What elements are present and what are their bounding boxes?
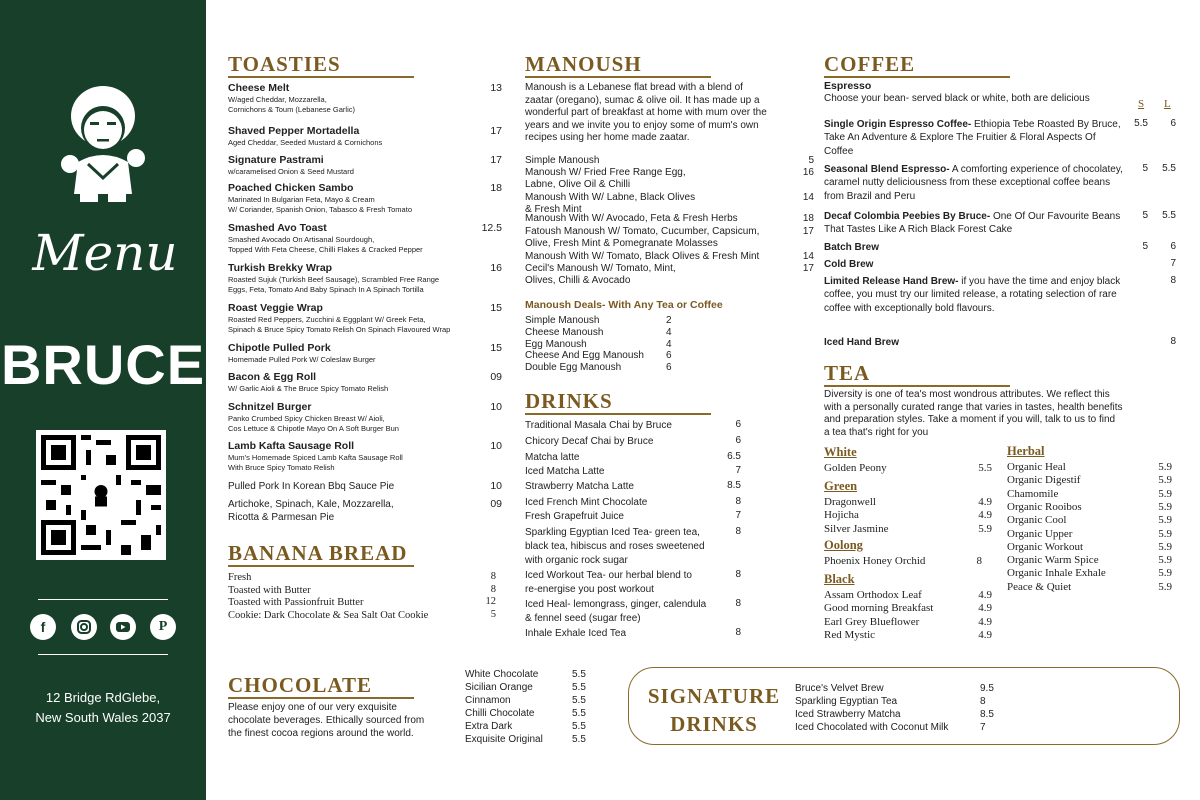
- signature-title-line-2: DRINKS: [670, 712, 758, 736]
- drink-name: Sparkling Egyptian Iced Tea- green tea, black tea, hibiscus and roses sweetened with organic rock sugar: [525, 527, 705, 566]
- address: [0, 688, 206, 728]
- espresso-description: Choose your bean- served black or white, both are delicious: [824, 93, 1090, 104]
- tea-name: Organic Upper: [1007, 527, 1073, 540]
- coffee-item: [824, 275, 1124, 315]
- toastie-name: Smashed Avo Toast: [228, 222, 327, 234]
- drink-name: Matcha latte: [525, 452, 580, 463]
- manoush-item-name: Manoush W/ Fried Free Range Egg, Labne, Olive Oil & Chilli: [525, 167, 686, 190]
- chocolate-item-name: Extra Dark: [465, 721, 513, 732]
- drinks-heading: DRINKS: [525, 389, 613, 413]
- drink-price: 6.5: [727, 451, 741, 462]
- tea-price: 5.9: [1158, 487, 1172, 500]
- manoush-description: Manoush is a Lebanese flat bread with a blend of zaatar (oregano), sumac & olive oil. It has made up a wonderful part of breakfast at home with mum over the years and we invite you to enjoy some of mum's own recipes using her home made zaatar.: [525, 82, 767, 143]
- drink-name: Iced Heal- lemongrass, ginger, calendula & fennel seed (sugar free): [525, 599, 707, 624]
- tea-price: 4.9: [978, 602, 992, 615]
- coffee-price-large: 8: [1170, 336, 1176, 347]
- tea-price: 5.9: [1158, 500, 1172, 513]
- deal-price: 6: [666, 350, 672, 362]
- toastie-name: Poached Chicken Sambo: [228, 182, 354, 194]
- toastie-price: 09: [490, 371, 502, 383]
- size-large-label: L: [1164, 98, 1171, 110]
- chocolate-item-price: 5.5: [572, 695, 586, 706]
- coffee-price-small: 5: [1142, 241, 1148, 252]
- deal-name: Cheese And Egg Manoush: [525, 350, 644, 362]
- drink-price: 8: [735, 496, 741, 507]
- tea-heading: TEA: [824, 361, 871, 385]
- coffee-item-description: A comforting experience of chocolatey, caramel nutty deliciousness from these exceptional coffee beans from Brazil and Peru: [824, 164, 1123, 202]
- drink-price: 6: [735, 419, 741, 430]
- drink-name: Iced French Mint Chocolate: [525, 497, 648, 508]
- drink-name: Chicory Decaf Chai by Bruce: [525, 436, 654, 447]
- drink-name: Iced Matcha Latte: [525, 466, 605, 477]
- coffee-price-small: 5: [1142, 210, 1148, 221]
- tea-description: Diversity is one of tea's most wondrous attributes. We reflect this with a personally curated range that varies in tastes, health benefits and preparation styles. Take a moment if you will, talk to us to find a tea that's right for you: [824, 389, 1123, 438]
- toastie-name: Chipotle Pulled Pork: [228, 342, 331, 354]
- toastie-description: Roasted Sujuk (Turkish Beef Sausage), Scrambled Free Range Eggs, Feta, Tomato And Baby Spinach In A Spinach Tortilla: [228, 275, 440, 294]
- toastie-description: Aged Cheddar, Seeded Mustard & Cornichons: [228, 138, 383, 147]
- tea-price: 5.9: [1158, 567, 1172, 580]
- coffee-price-large: 7: [1170, 258, 1176, 269]
- coffee-rule: [824, 76, 1010, 78]
- address-line-2: New South Wales 2037: [35, 710, 171, 725]
- tea-name: Silver Jasmine: [824, 522, 889, 535]
- tea-name: Organic Rooibos: [1007, 500, 1082, 513]
- pie-name: Artichoke, Spinach, Kale, Mozzarella, Ricotta & Parmesan Pie: [228, 499, 394, 523]
- toastie-name: Roast Veggie Wrap: [228, 302, 323, 314]
- chocolate-item-price: 5.5: [572, 734, 586, 745]
- coffee-price-large: 6: [1170, 241, 1176, 252]
- address-line-1: 12 Bridge RdGlebe,: [45, 690, 161, 705]
- drink-price: 8: [735, 569, 741, 580]
- menu-script-title: Menu: [32, 224, 178, 282]
- pinterest-icon[interactable]: P: [150, 614, 176, 640]
- tea-name: Organic Workout: [1007, 540, 1084, 553]
- deal-price: 4: [666, 326, 672, 338]
- tea-name: Chamomile: [1007, 487, 1059, 500]
- manoush-item-name: Fatoush Manoush W/ Tomato, Cucumber, Capsicum, Olive, Fresh Mint & Pomegranate Molasses: [525, 226, 760, 249]
- chocolate-description: Please enjoy one of our very exquisite chocolate beverages. Ethically sourced from the finest cocoa regions around the world.: [228, 702, 425, 739]
- chocolate-item-price: 5.5: [572, 682, 586, 693]
- tea-price: 4.9: [978, 496, 992, 508]
- tea-price: 8: [976, 555, 982, 567]
- banana-item-name: Toasted with Butter: [228, 584, 311, 596]
- tea-name: Good morning Breakfast: [824, 602, 934, 615]
- signature-item-price: 7: [980, 722, 986, 733]
- manoush-item-name: Manoush With W/ Tomato, Black Olives & Fresh Mint: [525, 251, 760, 262]
- toastie-price: 13: [490, 82, 502, 94]
- toasties-rule: [228, 76, 414, 78]
- chocolate-item-name: Chilli Chocolate: [465, 708, 535, 719]
- toastie-description: W/aged Cheddar, Mozzarella, Cornichons & Toum (Lebanese Garlic): [228, 95, 356, 114]
- signature-item-name: Sparkling Egyptian Tea: [795, 696, 898, 707]
- manoush-item-price: 14: [802, 251, 814, 262]
- manoush-heading: MANOUSH: [525, 52, 642, 76]
- tea-price: 4.9: [978, 628, 992, 641]
- coffee-price-large: 5.5: [1162, 163, 1176, 174]
- banana-bread-heading: BANANA BREAD: [228, 541, 408, 565]
- tea-price: 5.9: [1158, 474, 1172, 487]
- coffee-price-small: 5: [1142, 163, 1148, 174]
- drink-name: Strawberry Matcha Latte: [525, 481, 634, 492]
- toastie-name: Bacon & Egg Roll: [228, 371, 317, 383]
- tea-name: Organic Warm Spice: [1007, 554, 1099, 567]
- chocolate-rule: [228, 697, 414, 699]
- tea-group-title: White: [824, 445, 857, 459]
- tea-price: 4.9: [978, 589, 992, 601]
- tea-group-title: Herbal: [1007, 444, 1045, 458]
- signature-item-name: Bruce's Velvet Brew: [795, 683, 884, 694]
- toastie-description: w/caramelised Onion & Seed Mustard: [228, 167, 354, 176]
- size-small-label: S: [1138, 98, 1145, 110]
- pie-name: Pulled Pork In Korean Bbq Sauce Pie: [228, 481, 395, 492]
- coffee-item: [824, 210, 1124, 237]
- deal-price: 4: [666, 338, 672, 350]
- toastie-price: 17: [490, 154, 502, 166]
- banana-item-name: Cookie: Dark Chocolate & Sea Salt Oat Cookie: [228, 609, 429, 621]
- pie-price: 10: [490, 480, 502, 492]
- manoush-item-name: Simple Manoush: [525, 155, 600, 166]
- signature-item-price: 8: [980, 696, 986, 707]
- toastie-description: Smashed Avocado On Artisanal Sourdough, Topped With Feta Cheese, Chilli Flakes & Cracked Pepper: [228, 235, 423, 254]
- banana-item-price: 5: [490, 608, 496, 620]
- coffee-item: [824, 241, 1124, 254]
- toastie-description: Homemade Pulled Pork W/ Coleslaw Burger: [228, 355, 376, 364]
- toastie-description: W/ Garlic Aioli & The Bruce Spicy Tomato Relish: [228, 384, 389, 393]
- chocolate-item-name: Exquisite Original: [465, 734, 543, 745]
- chocolate-item-name: Sicilian Orange: [465, 682, 533, 693]
- tea-name: Phoenix Honey Orchid: [824, 555, 926, 567]
- toastie-price: 10: [490, 401, 502, 413]
- tea-name: Golden Peony: [824, 462, 887, 474]
- toastie-description: Marinated In Bulgarian Feta, Mayo & Cream W/ Coriander, Spanish Onion, Tabasco & Fresh Tomato: [228, 195, 412, 214]
- deal-price: 2: [666, 315, 672, 326]
- sidebar: [0, 0, 206, 800]
- drink-price: 7: [735, 465, 741, 476]
- coffee-price-large: 6: [1170, 118, 1176, 129]
- banana-item-name: Fresh: [228, 572, 252, 583]
- tea-name: Dragonwell: [824, 496, 876, 508]
- toastie-name: Schnitzel Burger: [228, 401, 312, 413]
- tea-price: 5.9: [1158, 554, 1172, 567]
- manoush-item-price: 5: [808, 155, 814, 166]
- tea-name: Organic Inhale Exhale: [1007, 567, 1106, 580]
- tea-group-title: Black: [824, 572, 855, 586]
- divider-bottom: [38, 654, 168, 655]
- bruce-mascot-logo: [58, 82, 148, 204]
- brand-name: BRUCE: [0, 333, 206, 396]
- toastie-description: Mum's Homemade Spiced Lamb Kafta Sausage Roll With Bruce Spicy Tomato Relish: [228, 453, 403, 472]
- signature-item-name: Iced Strawberry Matcha: [795, 709, 901, 720]
- coffee-item-name: Single Origin Espresso Coffee-: [824, 119, 972, 130]
- coffee-price-small: 5.5: [1134, 118, 1148, 129]
- coffee-item-description: if you have the time and enjoy black coffee, you must try our limited release, a rotating selection of rare coffee with exceptionally bold flavours.: [824, 276, 1121, 314]
- toastie-name: Turkish Brekky Wrap: [228, 262, 333, 274]
- tea-name: Organic Cool: [1007, 514, 1067, 527]
- tea-name: Hojicha: [824, 509, 859, 522]
- tea-price: 5.5: [978, 462, 992, 474]
- drink-name: Iced Workout Tea- our herbal blend to re-energise you post workout: [525, 570, 692, 595]
- espresso-name: Espresso: [824, 80, 872, 92]
- toastie-name: Lamb Kafta Sausage Roll: [228, 440, 355, 452]
- coffee-item-name: Cold Brew: [824, 259, 874, 270]
- banana-item-name: Toasted with Passionfruit Butter: [228, 597, 364, 608]
- deal-price: 6: [666, 362, 672, 374]
- chocolate-item-name: Cinnamon: [465, 695, 511, 706]
- coffee-item-name: Limited Release Hand Brew-: [824, 276, 959, 287]
- signature-drinks-title: [644, 682, 784, 738]
- tea-price: 5.9: [1158, 514, 1172, 527]
- chocolate-item-name: White Chocolate: [465, 669, 539, 680]
- deal-name: Egg Manoush: [525, 338, 587, 350]
- coffee-price-large: 5.5: [1162, 210, 1176, 221]
- manoush-item-price: 18: [802, 213, 814, 224]
- chocolate-item-price: 5.5: [572, 669, 586, 680]
- instagram-icon[interactable]: [71, 614, 97, 640]
- drink-price: 8.5: [727, 480, 741, 491]
- tea-name: Assam Orthodox Leaf: [824, 589, 922, 601]
- chocolate-item-price: 5.5: [572, 708, 586, 719]
- deal-name: Double Egg Manoush: [525, 362, 622, 374]
- coffee-price-large: 8: [1170, 275, 1176, 286]
- drink-name: Inhale Exhale Iced Tea: [525, 628, 627, 639]
- coffee-item: [824, 118, 1124, 158]
- tea-rule: [824, 385, 1010, 387]
- pie-price: 09: [490, 498, 502, 510]
- manoush-deals-title: Manoush Deals- With Any Tea or Coffee: [525, 299, 723, 311]
- tea-name: Peace & Quiet: [1007, 580, 1072, 593]
- coffee-item-name: Batch Brew: [824, 242, 880, 253]
- toastie-price: 17: [490, 125, 502, 137]
- tea-price: 4.9: [978, 509, 992, 522]
- toastie-name: Signature Pastrami: [228, 154, 324, 166]
- manoush-item-price: 17: [802, 226, 814, 237]
- drink-price: 8: [735, 526, 741, 537]
- signature-title-line-1: SIGNATURE: [647, 684, 781, 708]
- qr-code[interactable]: [36, 430, 166, 560]
- toastie-price: 18: [490, 182, 502, 194]
- tea-price: 5.9: [1158, 461, 1172, 473]
- toastie-name: Cheese Melt: [228, 82, 290, 94]
- chocolate-item-price: 5.5: [572, 721, 586, 732]
- toastie-price: 16: [490, 262, 502, 274]
- toastie-price: 10: [490, 440, 502, 452]
- youtube-icon[interactable]: [110, 614, 136, 640]
- drink-price: 7: [735, 510, 741, 521]
- toastie-description: Panko Crumbed Spicy Chicken Breast W/ Aioli, Cos Lettuce & Chipotle Mayo On A Soft Burger Bun: [228, 414, 399, 433]
- facebook-icon[interactable]: f: [30, 614, 56, 640]
- tea-name: Organic Digestif: [1007, 474, 1081, 487]
- signature-item-price: 8.5: [980, 709, 994, 720]
- tea-price: 4.9: [978, 615, 992, 628]
- chocolate-heading: CHOCOLATE: [228, 673, 372, 697]
- tea-price: 5.9: [1158, 580, 1172, 593]
- coffee-item-name: Iced Hand Brew: [824, 337, 900, 348]
- manoush-item-name: Manoush With W/ Labne, Black Olives & Fresh Mint: [525, 192, 696, 215]
- tea-name: Earl Grey Blueflower: [824, 615, 920, 628]
- manoush-item-price: 14: [802, 192, 814, 203]
- manoush-item-name: Manoush With W/ Avocado, Feta & Fresh Herbs: [525, 213, 738, 224]
- banana-item-price: 8: [490, 571, 496, 582]
- coffee-heading: COFFEE: [824, 52, 916, 76]
- tea-price: 5.9: [1158, 527, 1172, 540]
- coffee-item-name: Decaf Colombia Peebies By Bruce-: [824, 211, 991, 222]
- tea-name: Red Mystic: [824, 628, 876, 641]
- tea-group-title: Oolong: [824, 538, 863, 552]
- signature-item-price: 9.5: [980, 683, 994, 694]
- drink-name: Traditional Masala Chai by Bruce: [525, 420, 672, 431]
- drink-price: 6: [735, 435, 741, 446]
- tea-group-title: Green: [824, 479, 858, 493]
- toastie-price: 15: [490, 302, 502, 314]
- tea-price: 5.9: [1158, 540, 1172, 553]
- tea-price: 5.9: [978, 522, 992, 535]
- coffee-item: [824, 336, 1124, 349]
- coffee-item-description: Ethiopia Tebe Roasted By Bruce, Take An Adventure & Explore The Fruitier & Floral Aspects Of Coffee: [824, 119, 1121, 157]
- deal-name: Simple Manoush: [525, 315, 600, 326]
- toasties-heading: TOASTIES: [228, 52, 341, 76]
- coffee-item: [824, 258, 1124, 271]
- coffee-item-name: Seasonal Blend Espresso-: [824, 164, 950, 175]
- drink-name: Fresh Grapefruit Juice: [525, 511, 624, 522]
- drink-price: 8: [735, 627, 741, 638]
- toastie-price: 15: [490, 342, 502, 354]
- toastie-description: Roasted Red Peppers, Zucchini & Eggplant W/ Greek Feta, Spinach & Bruce Spicy Tomato Relish On Spinach Flavoured Wrap: [228, 315, 451, 334]
- qr-code-pattern: [36, 430, 166, 560]
- deal-name: Cheese Manoush: [525, 326, 604, 338]
- toastie-name: Shaved Pepper Mortadella: [228, 125, 360, 137]
- manoush-item-name: Cecil's Manoush W/ Tomato, Mint, Olives, Chilli & Avocado: [525, 263, 676, 286]
- banana-bread-rule: [228, 565, 414, 567]
- coffee-item-description: One Of Our Favourite Beans That Tastes Like A Rich Black Forest Cake: [824, 211, 1121, 236]
- banana-item-price: 12: [485, 596, 496, 607]
- manoush-item-price: 16: [802, 167, 814, 178]
- toastie-price: 12.5: [481, 222, 502, 234]
- divider-top: [38, 599, 168, 600]
- tea-name: Organic Heal: [1007, 461, 1066, 473]
- banana-item-price: 8: [490, 583, 496, 595]
- signature-item-name: Iced Chocolated with Coconut Milk: [795, 722, 949, 733]
- drink-price: 8: [735, 598, 741, 609]
- coffee-item: [824, 163, 1124, 203]
- manoush-rule: [525, 76, 711, 78]
- manoush-item-price: 17: [802, 263, 814, 274]
- drinks-rule: [525, 413, 711, 415]
